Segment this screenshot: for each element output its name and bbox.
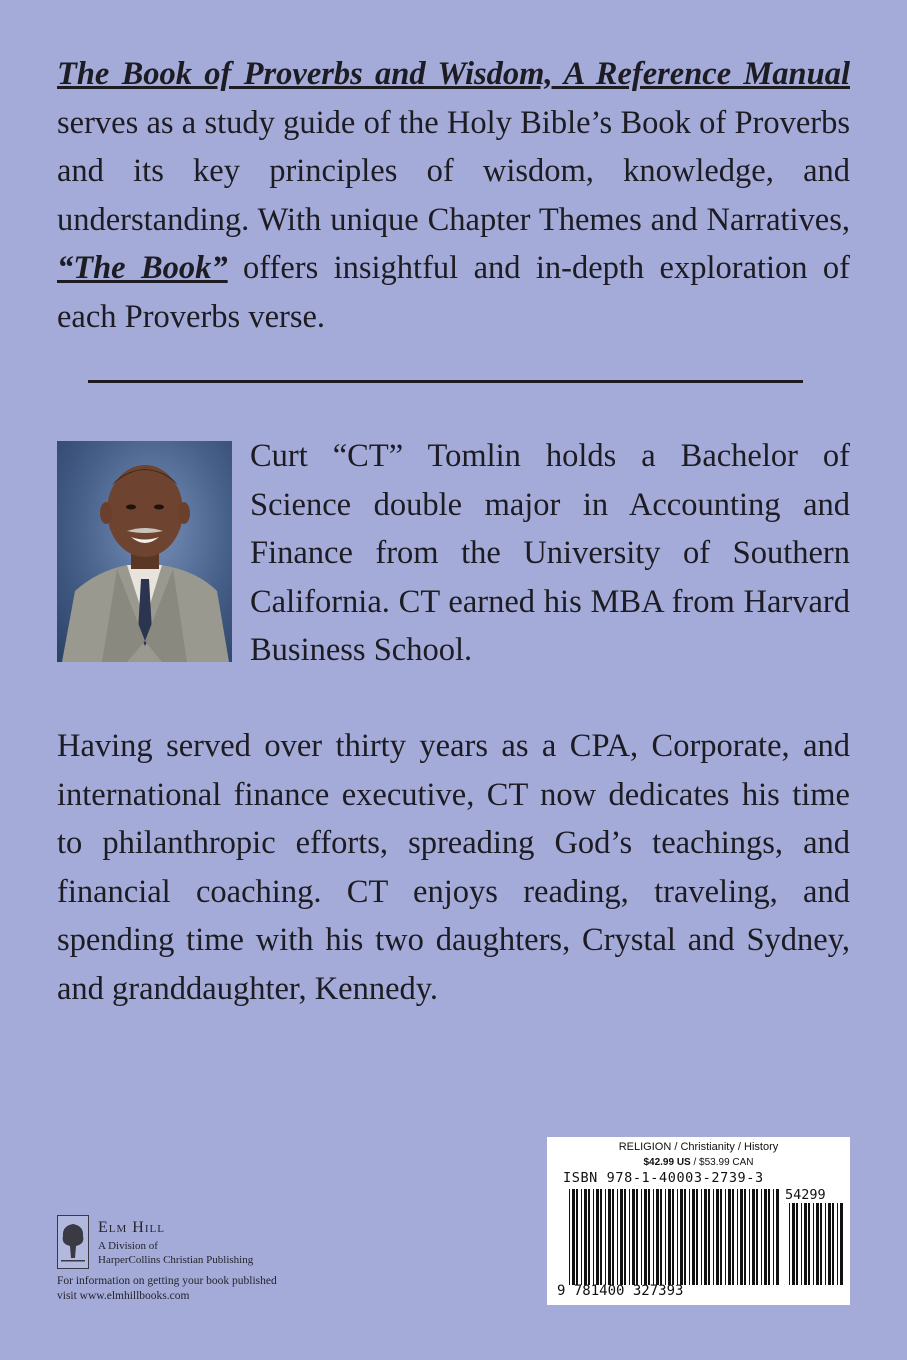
barcode-bar <box>689 1189 690 1285</box>
barcode-bar <box>653 1189 654 1285</box>
barcode-bar <box>713 1189 714 1285</box>
book-title: The Book of Proverbs and Wisdom, A Reference Manual <box>57 56 850 92</box>
barcode-bar <box>644 1189 647 1285</box>
barcode-bar <box>612 1189 614 1285</box>
price-us: $42.99 US <box>643 1157 691 1168</box>
isbn-barcode-box <box>547 1137 850 1305</box>
barcode-bar <box>620 1189 623 1285</box>
barcode-bar <box>708 1189 710 1285</box>
barcode-bar <box>752 1189 755 1285</box>
barcode-bar <box>744 1189 746 1285</box>
barcode-bar <box>761 1189 762 1285</box>
price-addon-code: 54299 <box>785 1187 826 1203</box>
publisher-division-line-1: A Division of <box>98 1240 158 1252</box>
publisher-name: Elm Hill <box>98 1219 165 1236</box>
barcode-bar <box>624 1189 626 1285</box>
barcode-bar <box>636 1189 638 1285</box>
barcode-bar <box>629 1189 630 1285</box>
barcode-bar <box>588 1189 590 1285</box>
barcode-bar <box>684 1189 686 1285</box>
barcode-bar <box>725 1189 726 1285</box>
barcode-bar <box>672 1189 674 1285</box>
barcode-bar <box>593 1189 594 1285</box>
barcode-bar <box>608 1189 611 1285</box>
divider-rule <box>88 380 803 383</box>
barcode-bar <box>656 1189 659 1285</box>
barcode-bar <box>796 1203 798 1285</box>
barcode-bar <box>665 1189 666 1285</box>
barcode-bar <box>632 1189 635 1285</box>
barcode-bar <box>617 1189 618 1285</box>
bisac-category: RELIGION / Christianity / History <box>618 1141 779 1153</box>
publisher-division-line-2: HarperCollins Christian Publishing <box>98 1254 254 1266</box>
book-short-title: “The Book” <box>57 250 228 286</box>
barcode-bar <box>641 1189 642 1285</box>
barcode-bar <box>749 1189 750 1285</box>
elm-hill-logo <box>57 1215 89 1269</box>
barcode-bar <box>701 1189 702 1285</box>
barcode-bar <box>789 1203 790 1285</box>
author-bio-paragraph-2: Having served over thirty years as a CPA, Corporate, and international finance executive, CT now dedicates his time to philanthropic efforts, spreading God’s teachings, and financial coaching. CT enjoys reading, traveling, and spending time with his two daughters, Crystal and Sydney, and granddaughter, Kennedy. <box>57 728 850 1007</box>
barcode-bar <box>704 1189 707 1285</box>
barcode-bar <box>768 1189 770 1285</box>
barcode-bar <box>828 1203 831 1285</box>
barcode-bar <box>776 1189 779 1285</box>
barcode-bar <box>605 1189 606 1285</box>
barcode-bar <box>764 1189 767 1285</box>
barcode-bar <box>660 1189 662 1285</box>
barcode-bar <box>728 1189 731 1285</box>
barcode-bar <box>596 1189 599 1285</box>
barcode-bar <box>648 1189 650 1285</box>
barcode-bar <box>740 1189 743 1285</box>
barcode-bar <box>576 1189 578 1285</box>
barcode-bar <box>792 1203 795 1285</box>
barcode-bar <box>801 1203 802 1285</box>
back-cover-blurb <box>57 50 850 341</box>
barcode-bar <box>716 1189 719 1285</box>
barcode-bar <box>732 1189 734 1285</box>
barcode-bar <box>832 1203 834 1285</box>
barcode-bar <box>737 1189 738 1285</box>
barcode-bar <box>696 1189 698 1285</box>
barcode-bar <box>756 1189 758 1285</box>
barcode-bar <box>820 1203 822 1285</box>
barcode-bar <box>677 1189 678 1285</box>
price-label <box>547 1157 850 1168</box>
barcode-bar <box>840 1203 843 1285</box>
author-bio-paragraph-1: Curt “CT” Tomlin holds a Bachelor of Science double major in Accounting and Finance from the University of Southern California. CT earned his MBA from Harvard Business School. <box>250 438 850 668</box>
barcode-bar <box>804 1203 807 1285</box>
barcode-bar <box>808 1203 810 1285</box>
barcode-bar <box>668 1189 671 1285</box>
ean-human-readable: 9 781400 327393 <box>557 1283 684 1299</box>
barcode-bar <box>581 1189 582 1285</box>
barcode-bar <box>837 1203 838 1285</box>
blurb-text-2: offers insightful and in-depth exploration of each Proverbs verse. <box>57 250 851 335</box>
publisher-website: visit www.elmhillbooks.com <box>57 1290 190 1302</box>
barcode-bar <box>692 1189 695 1285</box>
author-photo <box>57 441 232 662</box>
price-can: / $53.99 CAN <box>690 1157 754 1168</box>
barcode-bar <box>569 1189 570 1285</box>
barcode-bar <box>720 1189 722 1285</box>
publisher-info-line-1: For information on getting your book published <box>57 1275 277 1287</box>
barcode-bar <box>572 1189 575 1285</box>
barcode-bar <box>813 1203 814 1285</box>
barcode-bar <box>825 1203 826 1285</box>
barcode-bar <box>600 1189 602 1285</box>
barcode-bar <box>773 1189 774 1285</box>
blurb-text-1: serves as a study guide of the Holy Bible’s Book of Proverbs and its key principles of wisdom, knowledge, and understanding. With unique Chapter Themes and Narratives, <box>57 104 850 238</box>
barcode-bar <box>816 1203 819 1285</box>
barcode-bar <box>680 1189 683 1285</box>
isbn-number: ISBN 978-1-40003-2739-3 <box>563 1170 764 1186</box>
barcode-bar <box>584 1189 587 1285</box>
